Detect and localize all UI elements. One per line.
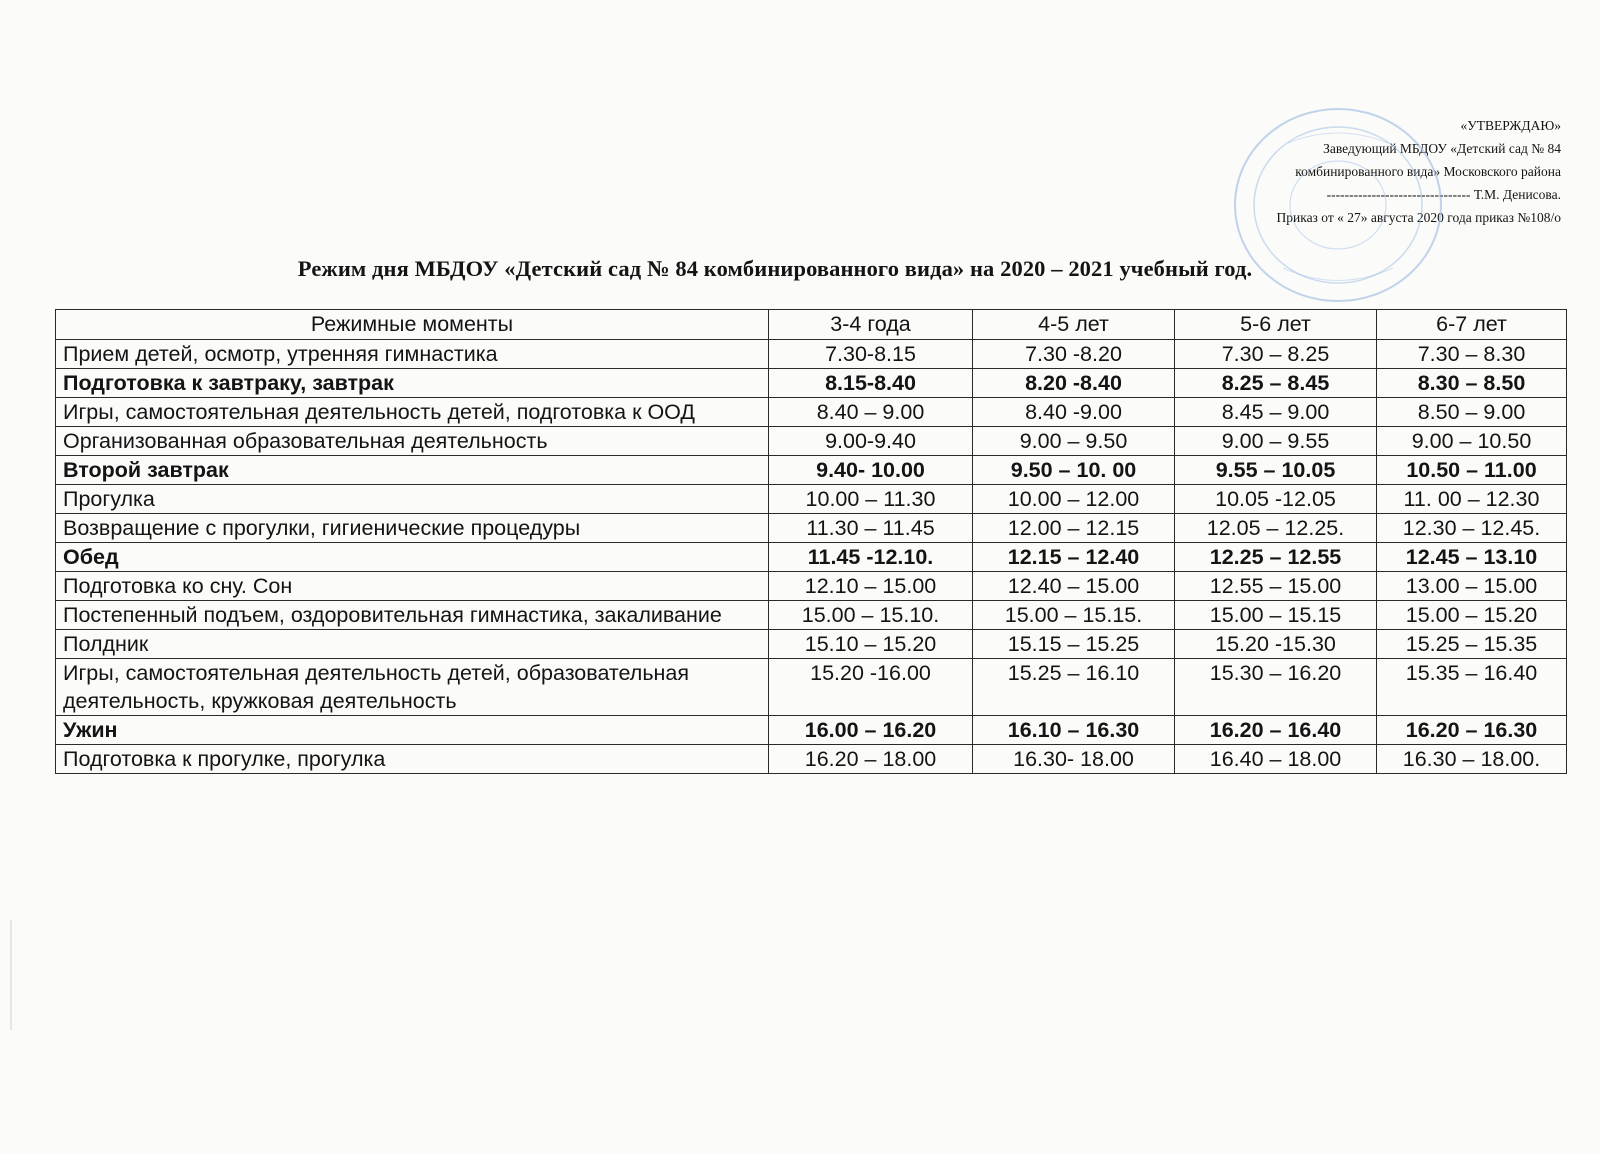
table-row: [56, 427, 1567, 456]
time-cell: 16.30 – 18.00.: [1377, 745, 1567, 774]
time-cell: 11.30 – 11.45: [769, 514, 973, 543]
time-cell: 7.30 – 8.25: [1175, 340, 1377, 369]
time-cell: 16.20 – 16.30: [1377, 716, 1567, 745]
table-row: [56, 543, 1567, 572]
approval-organization: комбинированного вида» Московского района: [1295, 164, 1561, 179]
time-cell: 12.15 – 12.40: [973, 543, 1175, 572]
time-cell: 8.45 – 9.00: [1175, 398, 1377, 427]
time-cell: 9.00 – 9.55: [1175, 427, 1377, 456]
time-cell: 16.20 – 16.40: [1175, 716, 1377, 745]
time-cell: 10.05 -12.05: [1175, 485, 1377, 514]
time-cell: 9.00 – 9.50: [973, 427, 1175, 456]
time-cell: 12.45 – 13.10: [1377, 543, 1567, 572]
column-header-age-5-6: 5-6 лет: [1175, 310, 1377, 340]
table-row: [56, 745, 1567, 774]
table-row: [56, 398, 1567, 427]
column-header-age-6-7: 6-7 лет: [1377, 310, 1567, 340]
time-cell: 12.00 – 12.15: [973, 514, 1175, 543]
table-row: [56, 601, 1567, 630]
activity-cell: Возвращение с прогулки, гигиенические процедуры: [56, 514, 769, 543]
time-cell: 8.25 – 8.45: [1175, 369, 1377, 398]
time-cell: 9.55 – 10.05: [1175, 456, 1377, 485]
time-cell: 7.30 -8.20: [973, 340, 1175, 369]
time-cell: 12.25 – 12.55: [1175, 543, 1377, 572]
time-cell: 16.30- 18.00: [973, 745, 1175, 774]
table-row: [56, 369, 1567, 398]
time-cell: 11.45 -12.10.: [769, 543, 973, 572]
scan-edge-mark: [10, 920, 12, 1030]
time-cell: 10.00 – 12.00: [973, 485, 1175, 514]
time-cell: 11. 00 – 12.30: [1377, 485, 1567, 514]
time-cell: 16.00 – 16.20: [769, 716, 973, 745]
activity-cell: Прием детей, осмотр, утренняя гимнастика: [56, 340, 769, 369]
activity-cell: Игры, самостоятельная деятельность детей, подготовка к ООД: [56, 398, 769, 427]
column-header-age-4-5: 4-5 лет: [973, 310, 1175, 340]
time-cell: 9.00-9.40: [769, 427, 973, 456]
table-row: [56, 659, 1567, 716]
activity-cell: Организованная образовательная деятельность: [56, 427, 769, 456]
time-cell: 15.00 – 15.10.: [769, 601, 973, 630]
time-cell: 16.10 – 16.30: [973, 716, 1175, 745]
time-cell: 15.30 – 16.20: [1175, 659, 1377, 716]
table-row: [56, 630, 1567, 659]
column-header-activity: Режимные моменты: [56, 310, 769, 340]
time-cell: 16.40 – 18.00: [1175, 745, 1377, 774]
approval-block: [1101, 114, 1561, 229]
table-header-row: [56, 310, 1567, 340]
time-cell: 12.30 – 12.45.: [1377, 514, 1567, 543]
time-cell: 12.55 – 15.00: [1175, 572, 1377, 601]
approval-order: Приказ от « 27» августа 2020 года приказ №108/о: [1276, 210, 1561, 225]
time-cell: 15.15 – 15.25: [973, 630, 1175, 659]
time-cell: 10.50 – 11.00: [1377, 456, 1567, 485]
time-cell: 15.35 – 16.40: [1377, 659, 1567, 716]
activity-cell: Обед: [56, 543, 769, 572]
approval-signature-line: -------------------------------- Т.М. Денисова.: [1326, 187, 1561, 202]
table-row: [56, 456, 1567, 485]
time-cell: 7.30-8.15: [769, 340, 973, 369]
column-header-age-3-4: 3-4 года: [769, 310, 973, 340]
time-cell: 16.20 – 18.00: [769, 745, 973, 774]
time-cell: 8.30 – 8.50: [1377, 369, 1567, 398]
time-cell: 8.40 – 9.00: [769, 398, 973, 427]
page-title: Режим дня МБДОУ «Детский сад № 84 комбинированного вида» на 2020 – 2021 учебный год.: [297, 256, 1253, 281]
time-cell: 13.00 – 15.00: [1377, 572, 1567, 601]
table-row: [56, 340, 1567, 369]
time-cell: 15.00 – 15.15.: [973, 601, 1175, 630]
time-cell: 9.50 – 10. 00: [973, 456, 1175, 485]
approval-position: Заведующий МБДОУ «Детский сад № 84: [1323, 141, 1561, 156]
activity-cell: Подготовка к прогулке, прогулка: [56, 745, 769, 774]
activity-cell: Подготовка к завтраку, завтрак: [56, 369, 769, 398]
time-cell: 8.15-8.40: [769, 369, 973, 398]
table-row: [56, 485, 1567, 514]
time-cell: 9.40- 10.00: [769, 456, 973, 485]
activity-cell: Подготовка ко сну. Сон: [56, 572, 769, 601]
time-cell: 15.25 – 16.10: [973, 659, 1175, 716]
table-row: [56, 572, 1567, 601]
activity-cell: Полдник: [56, 630, 769, 659]
approval-heading: «УТВЕРЖДАЮ»: [1460, 118, 1561, 133]
activity-cell: Ужин: [56, 716, 769, 745]
schedule-table: [55, 309, 1567, 774]
activity-cell: Постепенный подъем, оздоровительная гимнастика, закаливание: [56, 601, 769, 630]
time-cell: 9.00 – 10.50: [1377, 427, 1567, 456]
time-cell: 8.20 -8.40: [973, 369, 1175, 398]
table-row: [56, 514, 1567, 543]
time-cell: 12.40 – 15.00: [973, 572, 1175, 601]
time-cell: 15.20 -15.30: [1175, 630, 1377, 659]
time-cell: 15.25 – 15.35: [1377, 630, 1567, 659]
time-cell: 15.00 – 15.20: [1377, 601, 1567, 630]
activity-cell: Прогулка: [56, 485, 769, 514]
time-cell: 15.10 – 15.20: [769, 630, 973, 659]
activity-cell: Второй завтрак: [56, 456, 769, 485]
time-cell: 15.20 -16.00: [769, 659, 973, 716]
time-cell: 8.40 -9.00: [973, 398, 1175, 427]
time-cell: 12.05 – 12.25.: [1175, 514, 1377, 543]
time-cell: 8.50 – 9.00: [1377, 398, 1567, 427]
time-cell: 15.00 – 15.15: [1175, 601, 1377, 630]
time-cell: 10.00 – 11.30: [769, 485, 973, 514]
time-cell: 7.30 – 8.30: [1377, 340, 1567, 369]
activity-cell: Игры, самостоятельная деятельность детей, образовательная деятельность, кружковая деятельность: [56, 659, 769, 716]
table-row: [56, 716, 1567, 745]
time-cell: 12.10 – 15.00: [769, 572, 973, 601]
